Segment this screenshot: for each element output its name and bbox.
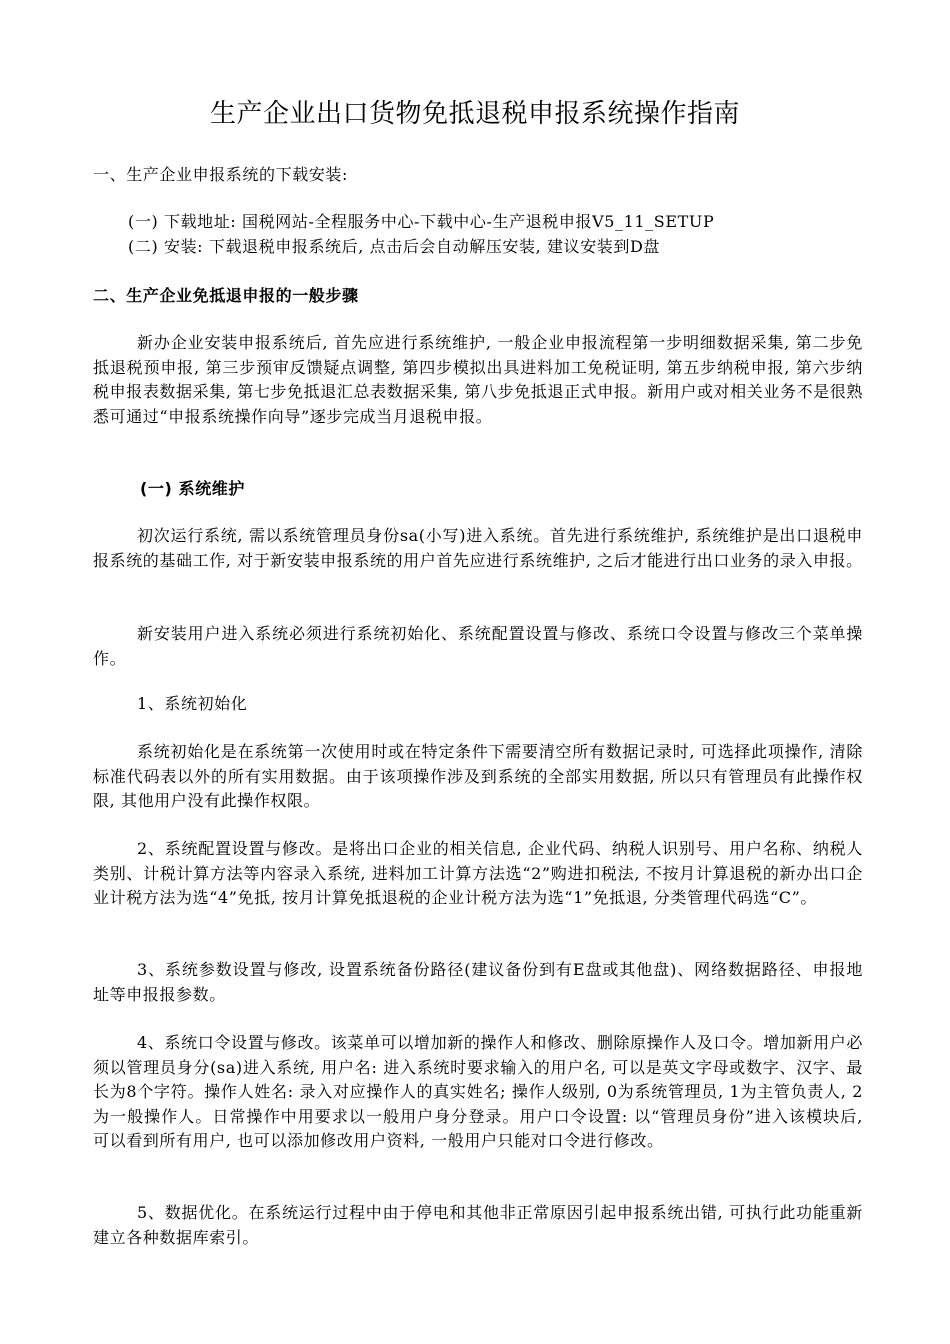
install-item: (二) 安装: 下载退税申报系统后, 点击后会自动解压安装, 建议安装到D盘 bbox=[128, 237, 661, 256]
system-password-paragraph: 4、系统口令设置与修改。该菜单可以增加新的操作人和修改、删除原操作人及口令。增加新用户必须以管理员身分(sa)进入系统, 用户名: 进入系统时要求输入的用户名, 可以是英文字母或数字、汉字、最长为8个字符。操作人姓名: 录入对应操作人的真实姓名; 操作人级别, 0为系统管理员, 1为主管负责人, 2为一般操作人。日常操作中用要求以一般用户身分登录。用户口令设置: 以“管理员身份”进入该模块后, 可以看到所有用户, 也可以添加修改用户资料, 一般用户只能对口令进行修改。 bbox=[93, 1033, 863, 1150]
system-init-heading: 1、系统初始化 bbox=[137, 694, 248, 713]
system-config-paragraph: 2、系统配置设置与修改。是将出口企业的相关信息, 企业代码、纳税人识别号、用户名称、纳税人类别、计税计算方法等内容录入系统, 进料加工计算方法选“2”购进扣税法, 不按月计算退税的新办出口企业计税方法为选“4”免抵, 按月计算免抵退税的企业计税方法为选“1”免抵退, 分类管理代码选“C”。 bbox=[93, 839, 863, 907]
maintenance-paragraph-2: 新安装用户进入系统必须进行系统初始化、系统配置设置与修改、系统口令设置与修改三个菜单操作。 bbox=[93, 624, 863, 668]
section1-heading: 一、生产企业申报系统的下载安装: bbox=[93, 165, 348, 184]
section2-intro-paragraph: 新办企业安装申报系统后, 首先应进行系统维护, 一般企业申报流程第一步明细数据采集, 第二步免抵退税预申报, 第三步预审反馈疑点调整, 第四步模拟出具进料加工免税证明, 第五步纳税申报, 第六步纳税申报表数据采集, 第七步免抵退汇总表数据采集, 第八步免抵退正式申报。新用户或对相关业务不是很熟悉可通过“申报系统操作向导”逐步完成当月退税申报。 bbox=[93, 333, 863, 426]
download-address-item: (一) 下载地址: 国税网站-全程服务中心-下载中心-生产退税申报V5_11_SETUP bbox=[128, 212, 715, 231]
maintenance-paragraph-1: 初次运行系统, 需以系统管理员身份sa(小写)进入系统。首先进行系统维护, 系统维护是出口退税申报系统的基础工作, 对于新安装申报系统的用户首先应进行系统维护, 之后才能进行出口业务的录入申报。 bbox=[93, 526, 863, 570]
data-optimization-paragraph: 5、数据优化。在系统运行过程中由于停电和其他非正常原因引起申报系统出错, 可执行此功能重新建立各种数据库索引。 bbox=[93, 1203, 863, 1247]
document-title: 生产企业出口货物免抵退税申报系统操作指南 bbox=[209, 99, 740, 129]
system-maintenance-heading: (一) 系统维护 bbox=[140, 479, 245, 498]
system-init-paragraph: 系统初始化是在系统第一次使用时或在特定条件下需要清空所有数据记录时, 可选择此项操作, 清除标准代码表以外的所有实用数据。由于该项操作涉及到系统的全部实用数据, 所以只有管理员有此操作权限, 其他用户没有此操作权限。 bbox=[93, 742, 863, 810]
section2-heading: 二、生产企业免抵退申报的一般步骤 bbox=[93, 286, 359, 305]
system-params-paragraph: 3、系统参数设置与修改, 设置系统备份路径(建议备份到有E盘或其他盘)、网络数据路径、申报地址等申报报参数。 bbox=[93, 960, 863, 1004]
